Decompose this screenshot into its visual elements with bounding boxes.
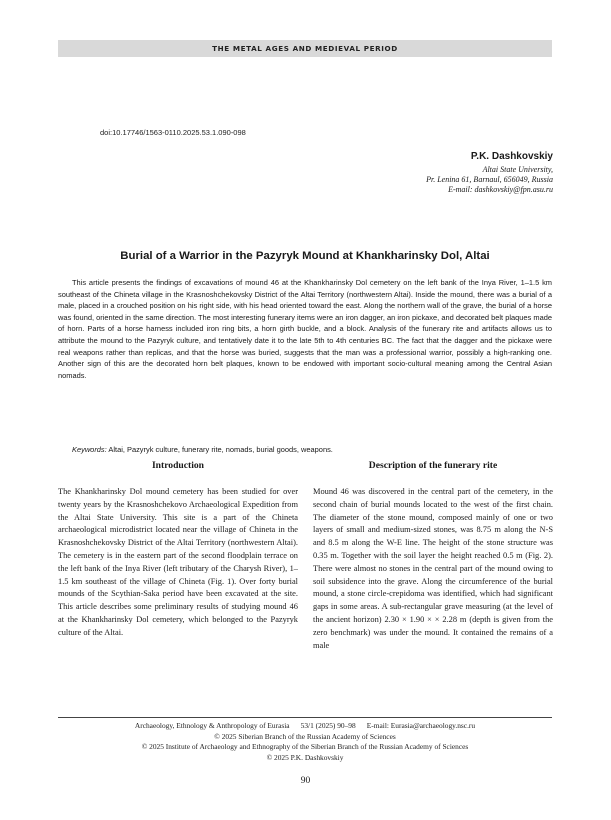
keywords-label: Keywords: (72, 445, 107, 454)
author-affiliation: Altai State University, (482, 165, 553, 174)
footer-copyright-2: © 2025 Institute of Archaeology and Ethnography of the Siberian Branch of the Russian Academy of Sciences (141, 742, 469, 752)
keywords (58, 445, 552, 454)
footer (58, 721, 552, 763)
author-email: E-mail: dashkovskiy@fpn.asu.ru (448, 185, 553, 194)
keywords-text: Altai, Pazyryk culture, funerary rite, nomads, burial goods, weapons. (108, 445, 333, 454)
footer-copyright-3: © 2025 P.K. Dashkovskiy (266, 752, 344, 762)
funerary-rite-section (313, 459, 553, 676)
doi: doi:10.17746/1563-0110.2025.53.1.090-098 (100, 128, 246, 137)
footer-copyright-1: © 2025 Siberian Branch of the Russian Academy of Sciences (214, 731, 396, 741)
author-block (253, 151, 553, 195)
funerary-rite-text: Mound 46 was discovered in the central part of the cemetery, in the second chain of burial mounds located to the west of the first chain. The diameter of the stone mound, composed mainly of one or two layers of small and medium-sized stones, was 8.75 m along the N-S and 8.5 m along the W-E line. The height of the stone structure was 0.35 m. Together with the soil layer the height reached 0.5 m (Fig. 2). There were almost no stones in the central part of the mound owing to soil subsidence into the grave. Along the circumference of the burial mound, a stone circle-crepidoma was identified, which had significant gaps in some areas. A sub-rectangular grave measuring (at the level of the ancient horizon) 2.30 × 1.90 × × 2.28 m (depth is given from the zero benchmark) was under the mound. It contained the remains of a male (313, 487, 553, 650)
author-address: Pr. Lenina 61, Barnaul, 656049, Russia (426, 175, 553, 184)
author-name: P.K. Dashkovskiy (470, 151, 553, 162)
introduction-heading: Introduction (151, 460, 205, 471)
footer-divider (58, 717, 552, 718)
funerary-rite-heading: Description of the funerary rite (368, 460, 498, 471)
section-header: THE METAL AGES AND MEDIEVAL PERIOD (58, 40, 552, 57)
article-title: Burial of a Warrior in the Pazyryk Mound at Khankharinsky Dol, Altai (120, 250, 490, 262)
introduction-section (58, 459, 298, 676)
abstract: This article presents the findings of excavations of mound 46 at the Khankharinsky Dol cemetery on the left bank of the Inya River, 1–1.5 km southeast of the Chineta village in the Krasnoshchekovsky District of the Altai Territory (northwestern Altai). Inside the mound, there was a burial of a male, placed in a crouched position on his right side, with his head oriented toward the east. Along the northern wall of the grave, the burial of a horse was found, oriented in the same direction. The most interesting funerary items were an iron dagger, an iron pickaxe, and decorated belt plaques made of horn. Parts of a horse harness included iron ring bits, a horn girth buckle, and a block. Analysis of the funerary rite and artifacts allows us to attribute the mound to the Pazyryk culture, and tentatively date it to the late 5th to 4th centuries BC. The fact that the dagger and the pickaxe were real weapons rather than replicas, and that the horse was buried, suggests that the man was a professional warrior, possibly a high-ranking one. Another sign of this are the decorated horn belt plaques, known to be endowed with important socio-cultural meaning among the Central Asian nomads. (58, 278, 552, 380)
introduction-text: The Khankharinsky Dol mound cemetery has been studied for over twenty years by the Krasnoshchekovo Archaeological Expedition from the Altai State University. This site is a part of the Chineta archaeological microdistrict located near the village of Chineta in the Krasnoshchekovsky District of the Altai Territory (northwestern Altai). The cemetery is in the eastern part of the second floodplain terrace on the left bank of the Inya River (left tributary of the Charysh River), 1–1.5 km southeast of the village of Chineta (Fig. 1). Over forty burial mounds of the Scythian-Saka period have been excavated at the site. This article describes some preliminary results of studying mound 46 at the Khankharinsky Dol cemetery, which belonged to the Pazyryk culture of the Altai. (58, 487, 298, 637)
page-number: 90 (300, 776, 311, 786)
footer-journal: Archaeology, Ethnology & Anthropology of Eurasia 53/1 (2025) 90–98 E-mail: Eurasia@archaeology.nsc.ru (134, 721, 476, 730)
